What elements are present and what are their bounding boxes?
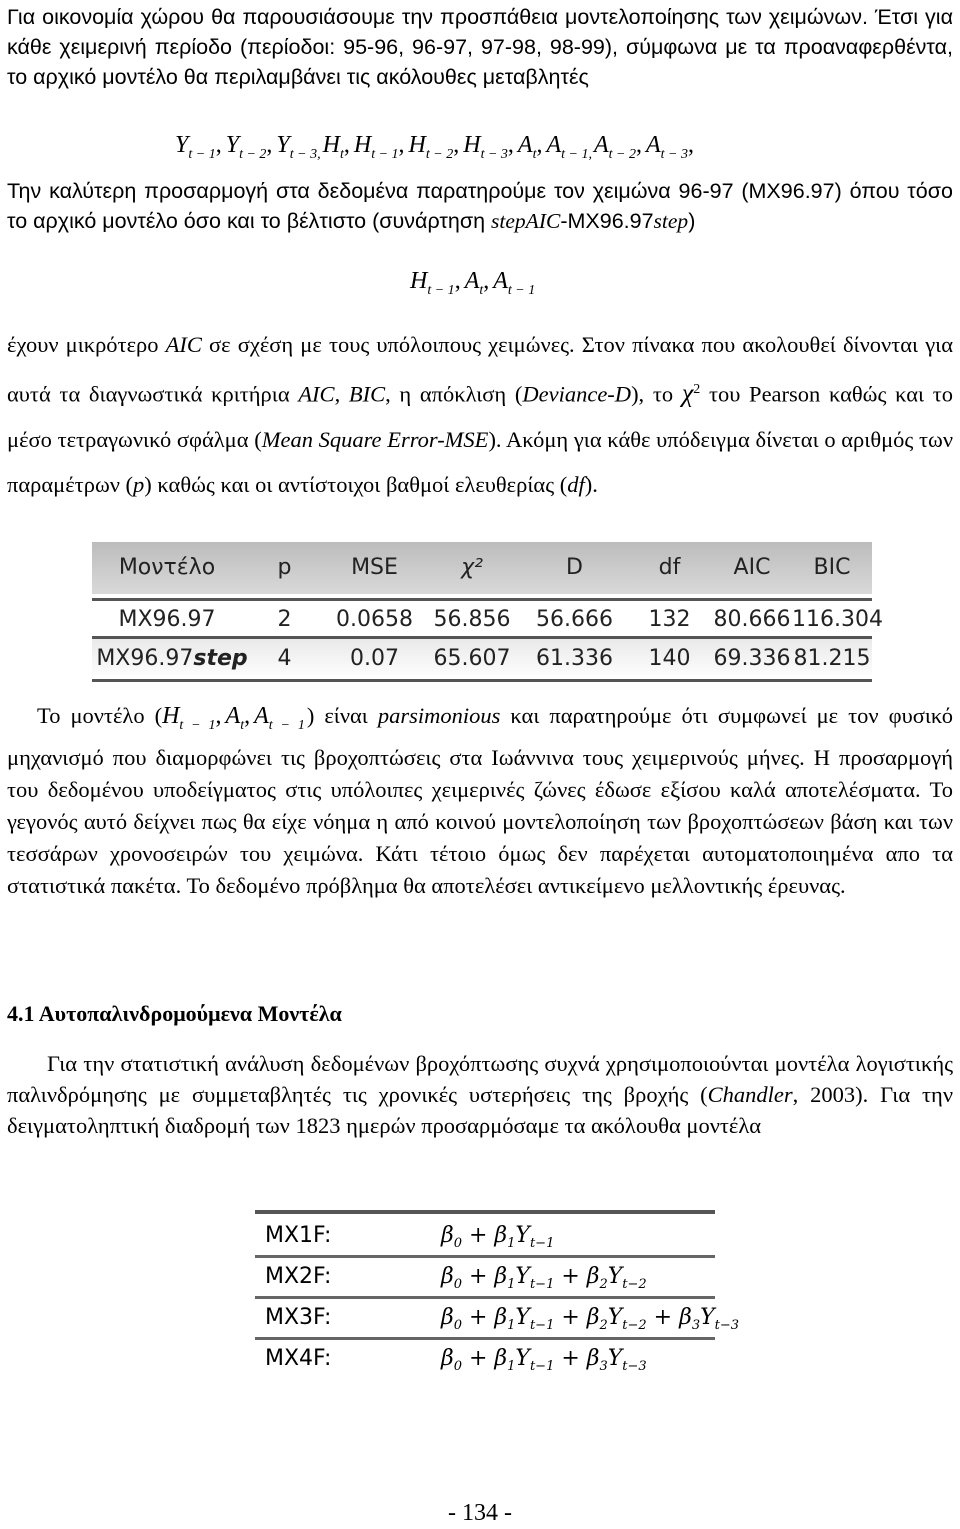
term-base: Y [607, 1264, 623, 1289]
formula-term [463, 132, 518, 162]
term-subscript: 1 [507, 1359, 516, 1374]
parsimonious-paragraph [7, 700, 953, 902]
text: Το μοντέλο ( [37, 703, 163, 728]
plus-operator: + [462, 1264, 495, 1289]
plus-operator: + [462, 1223, 495, 1248]
variables-formula [175, 132, 698, 163]
header-d: D [566, 555, 583, 580]
cell-model [92, 639, 252, 679]
deviance-term: Deviance-D [522, 381, 632, 407]
formula-term [464, 268, 494, 298]
parsimonious-term: parsimonious [377, 703, 501, 728]
cell-bic: 81.215 [793, 646, 871, 671]
separator: , [688, 132, 695, 158]
term-base: H [463, 132, 481, 158]
model-row [255, 1339, 715, 1379]
term-subscript: 2 [599, 1277, 608, 1292]
header-chi2: χ² [461, 555, 483, 580]
term-base: β [494, 1223, 508, 1248]
model-label: MX2F: [265, 1264, 332, 1289]
text: σε σχέση με τους υπόλοιπους χειμώνες. Στον πίνακα που ακολουθεί δίνονται για αυτά τα διαγνωστικά κριτήρια [7, 332, 953, 407]
close-paren: ) [688, 209, 696, 233]
term-subscript: 0 [453, 1359, 462, 1374]
text: ) καθώς και οι αντίστοιχοι βαθμοί ελευθερίας ( [144, 471, 568, 497]
separator: , [483, 268, 490, 294]
inline-model-formula [162, 703, 307, 733]
separator: , [454, 268, 461, 294]
term-base: A [517, 132, 533, 158]
term-subscript: t − 1 [427, 283, 455, 298]
formula-term [493, 268, 537, 298]
stepaic-term: stepAIC [491, 209, 561, 233]
term-subscript: t−3 [622, 1359, 647, 1374]
model-formula [441, 1339, 647, 1387]
formula-term [646, 132, 698, 162]
text: Για την στατιστική ανάλυση δεδομένων βροχόπτωσης συχνά χρησιμοποιούνται μοντέλα λογιστικής παλινδρόμησης με συμμεταβλητές τις χρονικές υστερήσεις της βροχής ( [7, 1051, 953, 1107]
model-row [255, 1216, 715, 1256]
term-base: H [162, 703, 180, 729]
formula-term [322, 132, 354, 162]
models-list [255, 1210, 740, 1382]
section-heading: 4.1 Αυτοπαλινδρομούμενα Μοντέλα [7, 1001, 342, 1026]
term-base: Y [225, 132, 240, 158]
model-label: MX3F: [265, 1305, 332, 1330]
plus-operator: + [554, 1346, 587, 1371]
term-subscript: t [479, 283, 484, 298]
cell-mse: 0.07 [350, 646, 399, 671]
separator: , [215, 703, 222, 729]
separator: , [266, 132, 273, 158]
cell-p: 2 [277, 607, 292, 632]
term-subscript: 1 [507, 1318, 516, 1333]
term-subscript: 0 [453, 1236, 462, 1251]
text: και παρατηρούμε ότι συμφωνεί με τον φυσικό μηχανισμό που διαμορφώνει τις βροχοπτώσεις στα Ιωάννινα τους χειμερινούς μήνες. Η προσαρμογή του δεδομένου υποδείγματος στις υπόλοιπες χειμερινές ζώνες έδωσε εξίσου καλά αποτελέσματα. Το γεγονός αυτό δείχνει πως θα είχε νόημα η από κοινού μοντελοποίηση των βροχοπτώσεων βάση και των τεσσάρων χρονοσειρών του χειμώνα. Κάτι τέτοιο όμως δεν παρέχεται αυτοματοποιημένα απο τα στατιστικά πακέτα. Το δεδομένο πρόβλημα θα αποτελέσει αντικείμενο μελλοντικής έρευνας. [7, 703, 953, 898]
term-subscript: 2 [599, 1318, 608, 1333]
term-base: Y [607, 1305, 623, 1330]
text: , [334, 381, 349, 407]
p-term: p [133, 471, 145, 497]
term-base: A [546, 132, 562, 158]
term-base: A [646, 132, 661, 158]
formula-term [162, 703, 225, 733]
model-label: MX4F: [265, 1346, 332, 1371]
header-model: Μοντέλο [118, 555, 216, 580]
text: ). [584, 471, 598, 497]
term-base: β [441, 1305, 454, 1330]
term-subscript: t − 1 [268, 718, 305, 733]
formula-term [276, 132, 322, 162]
separator: , [215, 132, 222, 158]
model-label: MX1F: [265, 1223, 332, 1248]
cell-bic: 116.304 [792, 607, 883, 632]
page-number: - 134 - [448, 1500, 512, 1526]
term-subscript: t−3 [714, 1318, 740, 1333]
term-subscript: t [532, 147, 537, 162]
term-subscript: t−2 [622, 1318, 647, 1333]
cell-chi2: 56.856 [433, 607, 511, 632]
table-row [92, 636, 872, 682]
text: του Pearson καθώς και το μέσο τετραγωνικό σφάλμα ( [7, 381, 954, 452]
bic-term: BIC [348, 381, 386, 407]
text: , 2003). Για την δειγματοληπτική διαδρομή των 1823 ημερών προσαρμόσαμε τα ακόλουθα μοντέλα [7, 1082, 953, 1138]
cell-chi2: 65.607 [433, 646, 511, 671]
aic-term: AIC [165, 332, 202, 357]
separator: , [636, 132, 642, 158]
formula-term [175, 132, 226, 162]
separator: , [398, 132, 405, 158]
table-header-row [92, 542, 872, 594]
best-fit-text: Την καλύτερη προσαρμογή στα δεδομένα παρατηρούμε τον χειμώνα 96-97 (MX96.97) όπου τόσο το αρχικό μοντέλο όσο και το βέλτιστο (συνάρτηση [7, 179, 953, 233]
plus-operator: + [554, 1264, 587, 1289]
plus-operator: + [646, 1305, 680, 1330]
term-base: β [679, 1305, 692, 1330]
cell-df: 140 [648, 646, 691, 671]
term-base: H [408, 132, 426, 158]
formula-term [593, 132, 646, 162]
cell-p: 4 [277, 646, 292, 671]
intro-text: Για οικονομία χώρου θα παρουσιάσουμε την προσπάθεια μοντελοποίησης των χειμώνων. Έτσι για κάθε χειμερινή περίοδο (περίοδοι: 95-96, 96-97, 97-98, 98-99), σύμφωνα με τα προαναφερθέντα, το αρχικό μοντέλο θα περιλαμβάνει τις ακόλουθες μεταβλητές [7, 5, 953, 89]
text: , η απόκλιση ( [385, 381, 523, 407]
model-row [255, 1257, 715, 1297]
term-subscript: t − 1, [561, 147, 592, 162]
term-subscript: t − 2 [425, 147, 454, 162]
term-base: β [586, 1264, 600, 1289]
cell-d: 56.666 [536, 607, 613, 632]
term-subscript: t − 3 [480, 147, 508, 162]
header-aic: AIC [733, 555, 771, 580]
term-subscript: 3 [691, 1318, 701, 1333]
step-term: step [653, 209, 689, 233]
formula-term [225, 132, 277, 162]
term-base: β [441, 1264, 454, 1289]
header-p: p [277, 555, 292, 580]
term-base: Y [700, 1305, 715, 1330]
term-base: Y [276, 132, 290, 158]
term-base: A [254, 703, 269, 729]
term-subscript: t − 2 [239, 147, 267, 162]
text: ) είναι [306, 703, 378, 728]
term-subscript: t − 2 [608, 147, 636, 162]
header-df: df [658, 555, 681, 580]
model-name: MX96.97 [96, 646, 194, 671]
term-subscript: t − 1 [507, 283, 536, 298]
formula-term [517, 132, 547, 162]
term-base: Y [515, 1223, 530, 1248]
term-subscript: t−2 [622, 1277, 647, 1292]
cell-aic: 80.666 [713, 607, 791, 632]
model-row [255, 1298, 740, 1338]
df-term: df [567, 471, 585, 497]
term-base: H [410, 268, 428, 294]
term-base: β [586, 1346, 600, 1371]
autoregressive-paragraph [7, 1048, 953, 1141]
plus-operator: + [554, 1305, 587, 1330]
term-subscript: t − 1 [371, 147, 399, 162]
term-subscript: t−1 [529, 1359, 555, 1374]
formula-term [408, 132, 464, 162]
separator: , [244, 703, 251, 729]
cell-mse: 0.0658 [336, 607, 413, 632]
term-base: β [441, 1346, 454, 1371]
chi-superscript: 2 [693, 382, 701, 397]
formula-term [225, 703, 255, 733]
term-subscript: t − 1 [179, 718, 216, 733]
term-subscript: 1 [507, 1236, 516, 1251]
cell-model: MX96.97 [118, 607, 216, 632]
term-base: β [441, 1223, 454, 1248]
text: ), το [631, 381, 682, 407]
term-base: β [494, 1305, 508, 1330]
formula-term [254, 703, 307, 733]
term-subscript: t [339, 147, 344, 162]
term-base: A [593, 132, 609, 158]
term-base: A [225, 703, 241, 729]
term-subscript: t [240, 718, 245, 733]
model-name: -MX96.97 [560, 209, 654, 233]
formula-term [410, 268, 465, 298]
term-base: H [322, 132, 340, 158]
header-mse: MSE [351, 555, 398, 580]
term-base: Y [515, 1264, 530, 1289]
term-subscript: 0 [453, 1318, 462, 1333]
divider [255, 1210, 715, 1214]
term-base: β [586, 1305, 600, 1330]
plus-operator: + [462, 1346, 495, 1371]
separator: , [536, 132, 543, 158]
aic-term: AIC [298, 381, 335, 407]
term-base: β [494, 1346, 508, 1371]
formula-term [353, 132, 409, 162]
term-base: H [353, 132, 372, 158]
diagnostics-paragraph [7, 322, 953, 507]
term-base: A [464, 268, 480, 294]
intro-paragraph [7, 2, 953, 92]
separator: , [507, 132, 514, 158]
term-base: Y [607, 1346, 623, 1371]
term-subscript: t−1 [529, 1318, 555, 1333]
results-table [92, 542, 883, 680]
term-base: A [493, 268, 508, 294]
term-base: Y [515, 1346, 530, 1371]
term-subscript: 0 [453, 1277, 462, 1292]
term-subscript: t−1 [529, 1236, 555, 1251]
term-base: β [494, 1264, 508, 1289]
best-model-formula [410, 268, 537, 299]
mse-term: Mean Square Error-MSE [261, 426, 489, 452]
header-bic: BIC [813, 555, 851, 580]
cell-df: 132 [648, 607, 691, 632]
term-subscript: 3 [599, 1359, 608, 1374]
text: ). Ακόμη για κάθε υπόδειγμα δίνεται ο αριθμός των παραμέτρων ( [7, 426, 954, 497]
table-row [92, 598, 883, 639]
citation-author: Chandler [707, 1082, 793, 1107]
term-subscript: t − 3 [660, 147, 689, 162]
term-subscript: t − 3, [289, 147, 321, 162]
term-subscript: t − 1 [188, 147, 216, 162]
separator: , [453, 132, 460, 158]
formula-term [546, 132, 594, 162]
model-suffix: step [193, 646, 248, 671]
term-subscript: t−1 [529, 1277, 555, 1292]
best-fit-paragraph [7, 176, 953, 236]
plus-operator: + [462, 1305, 495, 1330]
chi-symbol: χ [681, 378, 694, 408]
separator: , [343, 132, 350, 158]
text: έχουν μικρότερο [7, 332, 166, 357]
cell-d: 61.336 [536, 646, 613, 671]
term-subscript: 1 [507, 1277, 516, 1292]
cell-aic: 69.336 [713, 646, 791, 671]
term-base: Y [515, 1305, 530, 1330]
term-base: Y [175, 132, 189, 158]
